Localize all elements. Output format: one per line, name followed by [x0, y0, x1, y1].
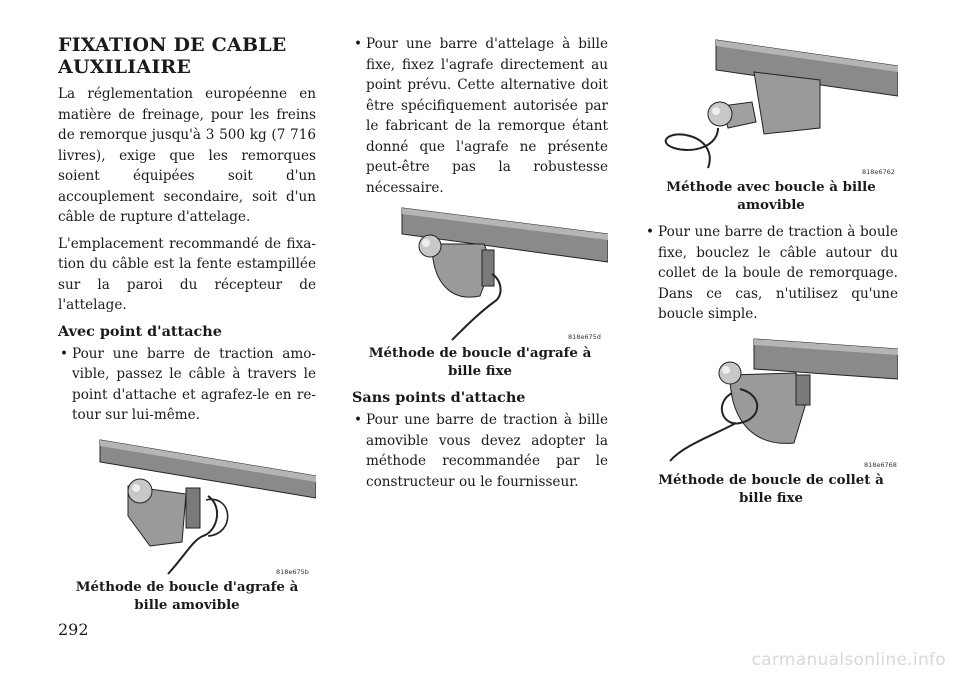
list-item: • Pour une barre de traction à boule fixe, bouclez le câble autour du collet de la boule de remorquage. Dans ce cas, n'utilisez qu'une boucle simple.	[644, 222, 898, 325]
heading-with-attach-point: Avec point d'attache	[58, 322, 222, 340]
figure-code: 818e675b	[276, 567, 309, 576]
list-without-attach-point	[352, 410, 608, 492]
figure-removable-clip	[58, 436, 316, 576]
figure-code: 818e6768	[864, 460, 897, 469]
figure-code: 818e6762	[862, 168, 895, 176]
column-left	[58, 34, 316, 622]
figure-caption: Méthode de boucle d'agrafe à bille fixe	[368, 345, 592, 379]
heading-without-attach-point: Sans points d'attache	[352, 389, 526, 406]
list-fixed-ball	[352, 34, 608, 198]
figure-fixed-clip	[352, 204, 608, 342]
figure-collar-loop	[644, 335, 898, 469]
column-middle	[352, 34, 608, 498]
recommended-paragraph: L'emplacement recommandé de fixation du câble est la fente estampillée sur la paroi du récepteur de l'attelage.	[58, 235, 316, 313]
column-right	[644, 36, 898, 515]
figure-caption: Méthode de boucle de collet à bille fixe	[658, 471, 884, 506]
list-item: • Pour une barre de traction amovible, passez le câble à travers le point d'attache et agrafez-le en retour sur lui-même.	[58, 344, 316, 426]
figure-caption: Méthode de boucle d'agrafe à bille amovible	[75, 578, 299, 613]
list-with-attach-point	[58, 344, 316, 426]
hitch-illustration-removable-clip	[58, 436, 316, 576]
page-number: 292	[58, 620, 89, 639]
list-item: • Pour une barre de traction à bille amovible vous devez adopter la méthode recommandée par le constructeur ou le fournisseur.	[352, 410, 608, 492]
figure-caption: Méthode avec boucle à bille amovible	[666, 179, 876, 213]
hitch-illustration-collar-loop	[644, 335, 898, 469]
intro-paragraph: La réglementation européenne en matière de freinage, pour les freins de remorque jusqu'à 3 500 kg (7 716 livres), exige que les remorques soient équipées soit d'un accouplement secondaire, soit d'un câble de rupture d'attelage.	[58, 86, 316, 225]
hitch-illustration-removable-loop	[644, 36, 898, 176]
hitch-illustration-fixed-clip	[352, 204, 608, 342]
figure-code: 818e675d	[568, 333, 601, 341]
list-collar	[644, 222, 898, 325]
section-title: FIXATION DE CABLE AUXILIAIRE	[58, 34, 287, 78]
list-item: • Pour une barre d'attelage à bille fixe, fixez l'agrafe directement au point prévu. Cette alternative doit être spécifiquement autorisée par le fabricant de la remorque étant donné que l'agrafe ne présente peut-être pas la robustesse nécessaire.	[352, 34, 608, 198]
figure-removable-loop	[644, 36, 898, 176]
watermark: carmanualsonline.info	[751, 650, 946, 670]
